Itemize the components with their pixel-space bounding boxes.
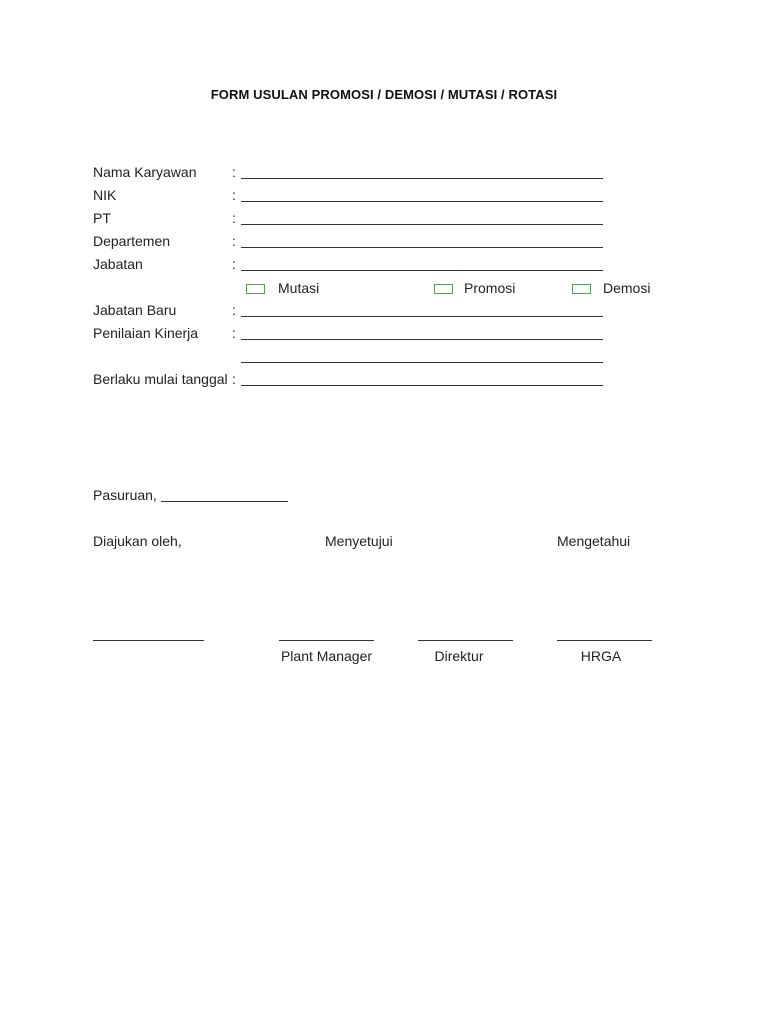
departemen-field[interactable]	[241, 247, 603, 248]
colon: :	[232, 371, 236, 387]
mutasi-checkbox[interactable]	[246, 284, 265, 294]
demosi-checkbox[interactable]	[572, 284, 591, 294]
label-nama-karyawan: Nama Karyawan	[93, 164, 197, 180]
place-label: Pasuruan,	[93, 487, 157, 503]
label-jabatan: Jabatan	[93, 256, 143, 272]
colon: :	[232, 233, 236, 249]
nik-field[interactable]	[241, 201, 603, 202]
submitted-by-label: Diajukan oleh,	[93, 533, 182, 549]
label-penilaian-kinerja: Penilaian Kinerja	[93, 325, 199, 341]
jabatan-field[interactable]	[241, 270, 603, 271]
promosi-checkbox[interactable]	[434, 284, 453, 294]
date-field[interactable]	[161, 501, 288, 502]
nama-karyawan-field[interactable]	[241, 178, 603, 179]
label-departemen: Departemen	[93, 233, 171, 249]
label-nik: NIK	[93, 187, 117, 203]
mutasi-label: Mutasi	[278, 280, 320, 296]
approved-label: Menyetujui	[325, 533, 393, 549]
signature-line-direktur[interactable]	[418, 640, 513, 641]
signature-line-submitter[interactable]	[93, 640, 204, 641]
colon: :	[232, 302, 236, 318]
signature-line-hrga[interactable]	[557, 640, 652, 641]
label-jabatan-baru: Jabatan Baru	[93, 302, 177, 318]
signature-line-plant-manager[interactable]	[279, 640, 374, 641]
colon: :	[232, 256, 236, 272]
plant-manager-label: Plant Manager	[280, 648, 373, 664]
demosi-label: Demosi	[603, 280, 651, 296]
colon: :	[232, 187, 236, 203]
direktur-label: Direktur	[434, 648, 484, 664]
penilaian-kinerja-field[interactable]	[241, 339, 603, 340]
acknowledged-label: Mengetahui	[557, 533, 631, 549]
colon: :	[232, 164, 236, 180]
colon: :	[232, 325, 236, 341]
page-title: FORM USULAN PROMOSI / DEMOSI / MUTASI / ROTASI	[210, 87, 558, 102]
label-berlaku-mulai: Berlaku mulai tanggal	[93, 371, 228, 387]
label-pt: PT	[93, 210, 111, 226]
berlaku-mulai-field[interactable]	[241, 385, 603, 386]
hrga-label: HRGA	[580, 648, 622, 664]
colon: :	[232, 210, 236, 226]
pt-field[interactable]	[241, 224, 603, 225]
jabatan-baru-field[interactable]	[241, 316, 603, 317]
promosi-label: Promosi	[464, 280, 516, 296]
penilaian-kinerja-field-line2[interactable]	[241, 362, 603, 363]
